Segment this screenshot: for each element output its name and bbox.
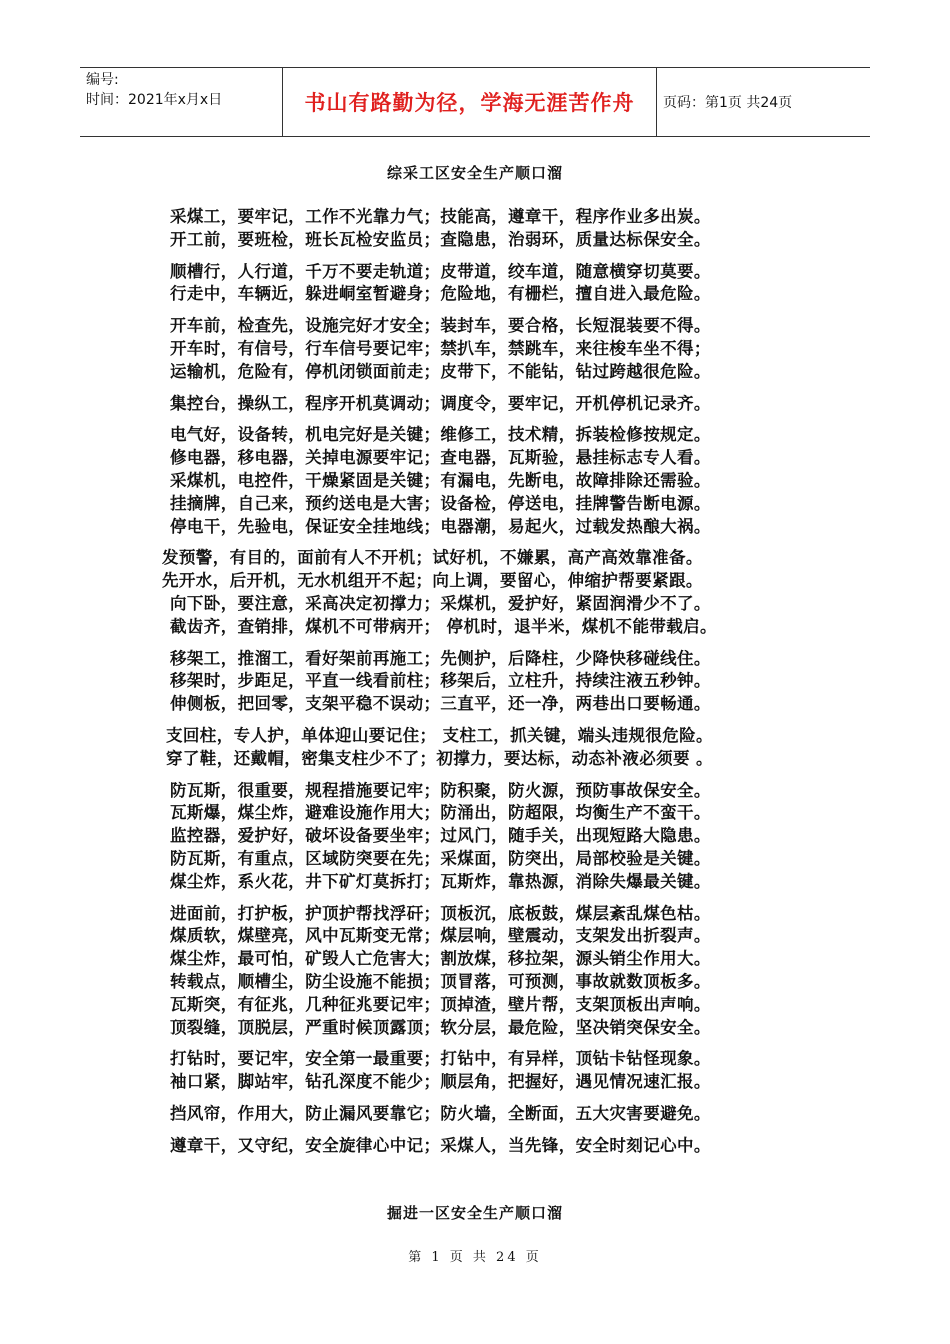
verse-line: 采煤工，要牢记，工作不光靠力气；技能高，遵章干，程序作业多出炭。 [170, 207, 711, 226]
stanza [0, 648, 950, 716]
verse-line: 向下卧，要注意，采高决定初撑力；采煤机，爱护好，紧固润滑少不了。 [170, 593, 711, 613]
verse-line: 穿了鞋，还戴帽，密集支柱少不了；初撑力，要达标，动态补液必须要 。 [166, 748, 713, 768]
verse-line: 开工前，要班检，班长瓦检安监员；查隐患，治弱环，质量达标保安全。 [170, 229, 711, 249]
verse-line: 电气好，设备转，机电完好是关键；维修工，技术精，拆装检修按规定。 [170, 425, 711, 445]
verse-line: 进面前，打护板，护顶护帮找浮矸；顶板沉，底板鼓，煤层紊乱煤色枯。 [170, 903, 711, 923]
page-footer: 第 1 页 共 24 页 [408, 1250, 542, 1265]
stanza [0, 393, 950, 416]
verse-line: 煤尘炸，最可怕，矿毁人亡危害大；割放煤，移拉架，源头销尘作用大。 [170, 949, 711, 969]
verse-line: 运输机，危险有，停机闭锁面前走；皮带下，不能钻，钻过跨越很危险。 [170, 361, 711, 381]
verse-line: 挡风帘，作用大，防止漏风要靠它；防火墙，全断面，五大灾害要避免。 [170, 1103, 711, 1123]
verse-line: 袖口紧，脚站牢，钻孔深度不能少；顺层角，把握好，遇见情况速汇报。 [170, 1072, 711, 1092]
section2-title: 掘进一区安全生产顺口溜 [386, 1204, 563, 1222]
stanza [0, 424, 950, 538]
verse-line: 移架时，步距足，平直一线看前柱；移架后，立柱升，持续注液五秒钟。 [170, 671, 711, 691]
header-page-info: 页码：第1页 共24页 [663, 95, 793, 111]
verse-line: 打钻时，要记牢，安全第一最重要；打钻中，有异样，顶钻卡钻怪现象。 [170, 1049, 711, 1069]
time-label: 时间：2021年x月x日 [86, 92, 223, 108]
verse-body [0, 206, 950, 1166]
verse-line: 煤质软，煤壁亮，风中瓦斯变无常；煤层响，壁震动，支架发出折裂声。 [170, 926, 711, 946]
verse-line: 开车时，有信号，行车信号要记牢；禁扒车，禁跳车，来往梭车坐不得； [170, 338, 711, 358]
verse-line: 瓦斯爆，煤尘炸，避难设施作用大；防涌出，防超限，均衡生产不蛮干。 [170, 803, 711, 823]
verse-line: 开车前，检查先，设施完好才安全；装封车，要合格，长短混装要不得。 [170, 316, 711, 336]
verse-line: 截齿齐，查销排，煤机不可带病开； 停机时，退半米，煤机不能带载启。 [170, 616, 717, 636]
verse-line: 采煤机，电控件，干燥紧固是关键；有漏电，先断电，故障排除还需验。 [170, 470, 711, 490]
stanza [0, 315, 950, 383]
stanza [0, 547, 950, 638]
header-meta [80, 68, 283, 136]
verse-line: 行走中，车辆近，躲进峒室暂避身；危险地，有栅栏，擅自进入最危险。 [170, 284, 711, 304]
verse-line: 煤尘炸，系火花，井下矿灯莫拆打；瓦斯炸，靠热源，消除失爆最关键。 [170, 871, 711, 891]
stanza [0, 780, 950, 894]
verse-line: 防瓦斯，有重点，区域防突要在先；采煤面，防突出，局部校验是关键。 [170, 848, 711, 868]
verse-line: 遵章干，又守纪，安全旋律心中记；采煤人，当先锋，安全时刻记心中。 [170, 1135, 711, 1155]
verse-line: 转载点，顺槽尘，防尘设施不能损；顶冒落，可预测，事故就数顶板多。 [170, 971, 711, 991]
verse-line: 支回柱，专人护，单体迎山要记住； 支柱工，抓关键，端头违规很危险。 [166, 725, 713, 745]
verse-line: 修电器，移电器，关掉电源要牢记；查电器，瓦斯验，悬挂标志专人看。 [170, 448, 711, 468]
verse-line: 挂摘牌，自己来，预约送电是大害；设备检，停送电，挂牌警告断电源。 [170, 493, 711, 513]
verse-line: 停电干，先验电，保证安全挂地线；电器潮，易起火，过载发热酿大祸。 [170, 516, 711, 536]
stanza [0, 725, 950, 771]
verse-line: 先开水，后开机，无水机组开不起；向上调，要留心，伸缩护帮要紧跟。 [162, 571, 703, 591]
verse-line: 集控台，操纵工，程序开机莫调动；调度令，要牢记，开机停机记录齐。 [170, 393, 711, 413]
verse-line: 监控器，爱护好，破坏设备要坐牢；过风门，随手关，出现短路大隐患。 [170, 826, 711, 846]
header-motto: 书山有路勤为径，学海无涯苦作舟 [283, 68, 657, 136]
stanza [0, 1048, 950, 1094]
document-title: 综采工区安全生产顺口溜 [386, 164, 563, 182]
verse-line: 防瓦斯，很重要，规程措施要记牢；防积聚，防火源，预防事故保安全。 [170, 780, 711, 800]
page-header [80, 67, 870, 137]
verse-line: 伸侧板，把回零，支架平稳不误动；三直平，还一净，两巷出口要畅通。 [170, 694, 711, 714]
verse-line: 顶裂缝，顶脱层，严重时候顶露顶；软分层，最危险，坚决销突保安全。 [170, 1017, 711, 1037]
number-label: 编号: [86, 72, 119, 88]
stanza [0, 903, 950, 1040]
stanza [0, 261, 950, 307]
verse-line: 发预警，有目的，面前有人不开机；试好机，不嫌累，高产高效靠准备。 [162, 548, 703, 568]
stanza [0, 206, 950, 252]
verse-line: 移架工，推溜工，看好架前再施工；先侧护，后降柱，少降快移碰线住。 [170, 648, 711, 668]
stanza [0, 1135, 950, 1158]
verse-line: 顺槽行，人行道，千万不要走轨道；皮带道，绞车道，随意横穿切莫要。 [170, 261, 711, 281]
stanza [0, 1103, 950, 1126]
verse-line: 瓦斯突，有征兆，几种征兆要记牢；顶掉渣，壁片帮，支架顶板出声响。 [170, 994, 711, 1014]
